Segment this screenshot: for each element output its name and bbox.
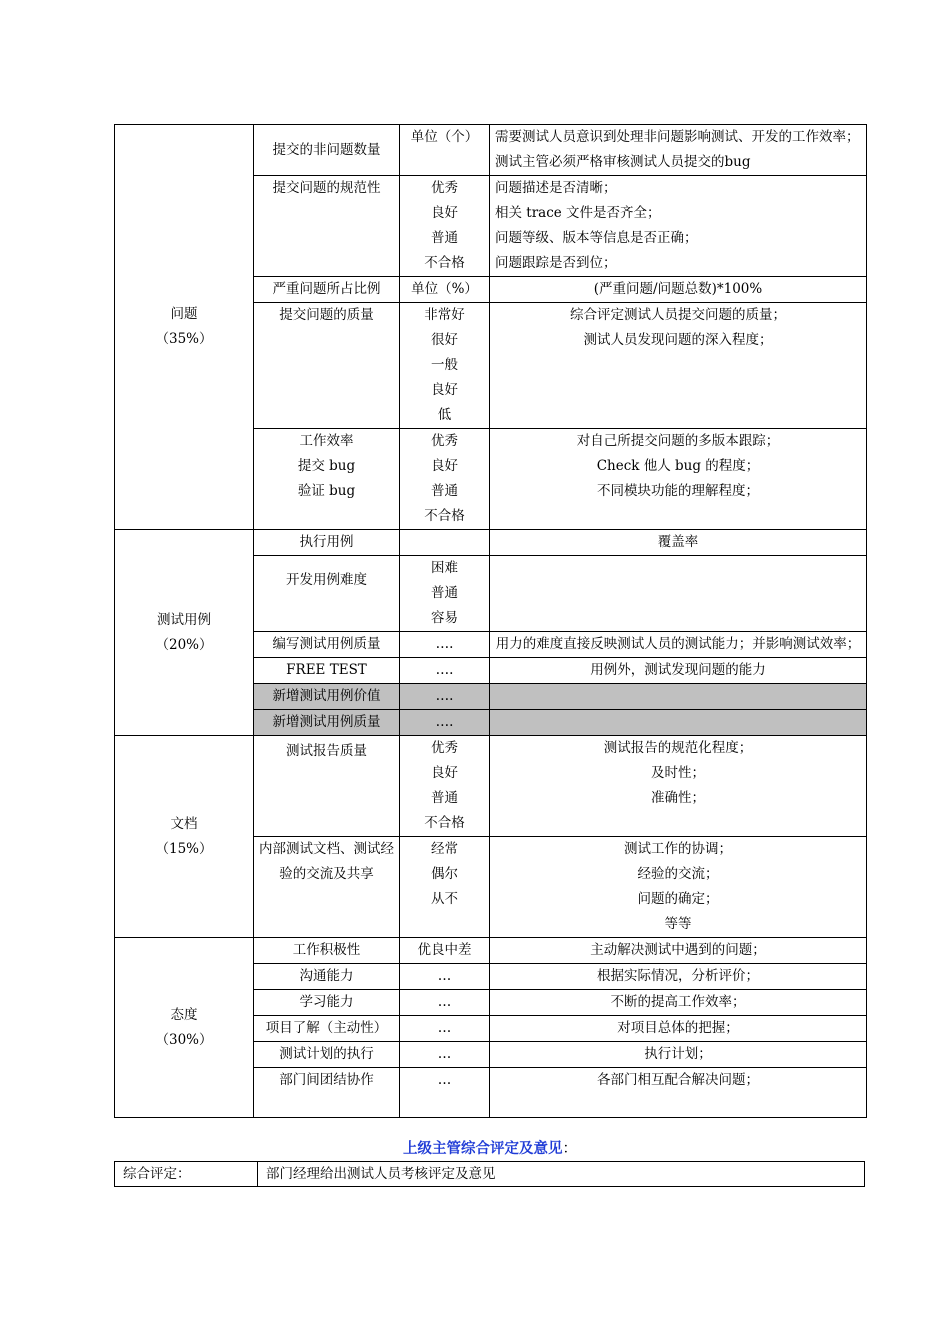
- desc-cell: 根据实际情况，分析评价；: [490, 964, 867, 990]
- desc-cell: 问题描述是否清晰； 相关 trace 文件是否齐全； 问题等级、版本等信息是否正确； 问题跟踪是否到位；: [490, 176, 867, 277]
- level-cell: 困难 普通 容易: [400, 556, 490, 632]
- overall-evaluation-table: [114, 1161, 865, 1187]
- table-row: [115, 125, 867, 176]
- evaluation-table: [114, 124, 867, 1118]
- supervisor-section-title: [114, 1138, 866, 1160]
- desc-cell: (严重问题/问题总数)*100%: [490, 277, 867, 303]
- desc-cell: [490, 684, 867, 710]
- category-weight: （35%）: [155, 331, 213, 347]
- desc-cell: 主动解决测试中遇到的问题；: [490, 938, 867, 964]
- item-cell: FREE TEST: [254, 658, 400, 684]
- level-cell: 优秀 良好 普通 不合格: [400, 736, 490, 837]
- category-title: 问题: [170, 306, 198, 322]
- item-cell: 沟通能力: [254, 964, 400, 990]
- level-cell: ….: [400, 658, 490, 684]
- desc-cell: 测试报告的规范化程度； 及时性； 准确性；: [490, 736, 867, 837]
- desc-cell: 对自己所提交问题的多版本跟踪； Check 他人 bug 的程度； 不同模块功能的理解程度；: [490, 429, 867, 530]
- item-cell: 提交问题的规范性: [254, 176, 400, 277]
- level-cell: 单位（%）: [400, 277, 490, 303]
- desc-cell: [490, 710, 867, 736]
- level-cell: 经常 偶尔 从不: [400, 837, 490, 938]
- category-weight: （15%）: [155, 840, 213, 857]
- desc-cell: 执行计划；: [490, 1042, 867, 1068]
- desc-cell: 用力的难度直接反映测试人员的测试能力；并影响测试效率；: [490, 632, 867, 658]
- category-title: 文档: [170, 815, 198, 832]
- item-cell: 严重问题所占比例: [254, 277, 400, 303]
- category-title: 态度: [170, 1006, 198, 1023]
- desc-cell: 不断的提高工作效率；: [490, 990, 867, 1016]
- supervisor-title-text: 上级主管综合评定及意见: [403, 1141, 563, 1157]
- level-cell: 非常好 很好 一般 良好 低: [400, 303, 490, 429]
- level-cell: ….: [400, 684, 490, 710]
- item-cell: 新增测试用例质量: [254, 710, 400, 736]
- level-cell: [400, 530, 490, 556]
- item-cell: 测试计划的执行: [254, 1042, 400, 1068]
- level-cell: …: [400, 964, 490, 990]
- level-cell: …: [400, 1016, 490, 1042]
- table-row: [115, 530, 867, 556]
- level-cell: 单位（个）: [400, 125, 490, 176]
- level-cell: …: [400, 1068, 490, 1118]
- level-cell: …: [400, 1042, 490, 1068]
- desc-cell: 需要测试人员意识到处理非问题影响测试、开发的工作效率；测试主管必须严格审核测试人员提交的bug: [490, 125, 867, 176]
- desc-cell: 对项目总体的把握；: [490, 1016, 867, 1042]
- level-cell: 优秀 良好 普通 不合格: [400, 429, 490, 530]
- level-cell: 优秀 良好 普通 不合格: [400, 176, 490, 277]
- category-weight: （30%）: [155, 1031, 213, 1048]
- item-cell: 学习能力: [254, 990, 400, 1016]
- desc-cell: 综合评定测试人员提交问题的质量； 测试人员发现问题的深入程度；: [490, 303, 867, 429]
- item-cell: 项目了解（主动性）: [254, 1016, 400, 1042]
- item-cell: 测试报告质量: [254, 736, 400, 837]
- overall-evaluation-label: 综合评定：: [115, 1162, 258, 1187]
- table-row: [115, 1162, 865, 1187]
- desc-cell: 用例外，测试发现问题的能力: [490, 658, 867, 684]
- level-cell: ….: [400, 710, 490, 736]
- item-cell: 执行用例: [254, 530, 400, 556]
- item-cell: 开发用例难度: [254, 556, 400, 632]
- item-cell: 工作积极性: [254, 938, 400, 964]
- level-cell: ….: [400, 632, 490, 658]
- desc-cell: [490, 556, 867, 632]
- level-cell: 优良中差: [400, 938, 490, 964]
- category-problems: [115, 125, 254, 530]
- desc-cell: 测试工作的协调； 经验的交流； 问题的确定； 等等: [490, 837, 867, 938]
- item-cell: 部门间团结协作: [254, 1068, 400, 1118]
- item-cell: 内部测试文档、测试经验的交流及共享: [254, 837, 400, 938]
- table-row: [115, 736, 867, 837]
- category-attitude: [115, 938, 254, 1118]
- item-cell: 新增测试用例价值: [254, 684, 400, 710]
- item-cell: 编写测试用例质量: [254, 632, 400, 658]
- category-weight: （20%）: [155, 636, 213, 653]
- category-documents: [115, 736, 254, 938]
- level-cell: …: [400, 990, 490, 1016]
- item-cell: 提交的非问题数量: [254, 125, 400, 176]
- desc-cell: 覆盖率: [490, 530, 867, 556]
- table-row: [115, 938, 867, 964]
- overall-evaluation-value: 部门经理给出测试人员考核评定及意见: [258, 1162, 865, 1187]
- category-title: 测试用例: [157, 611, 211, 628]
- desc-cell: 各部门相互配合解决问题；: [490, 1068, 867, 1118]
- category-testcases: [115, 530, 254, 736]
- supervisor-title-colon: ：: [562, 1141, 577, 1157]
- item-cell: 提交问题的质量: [254, 303, 400, 429]
- item-cell: 工作效率 提交 bug 验证 bug: [254, 429, 400, 530]
